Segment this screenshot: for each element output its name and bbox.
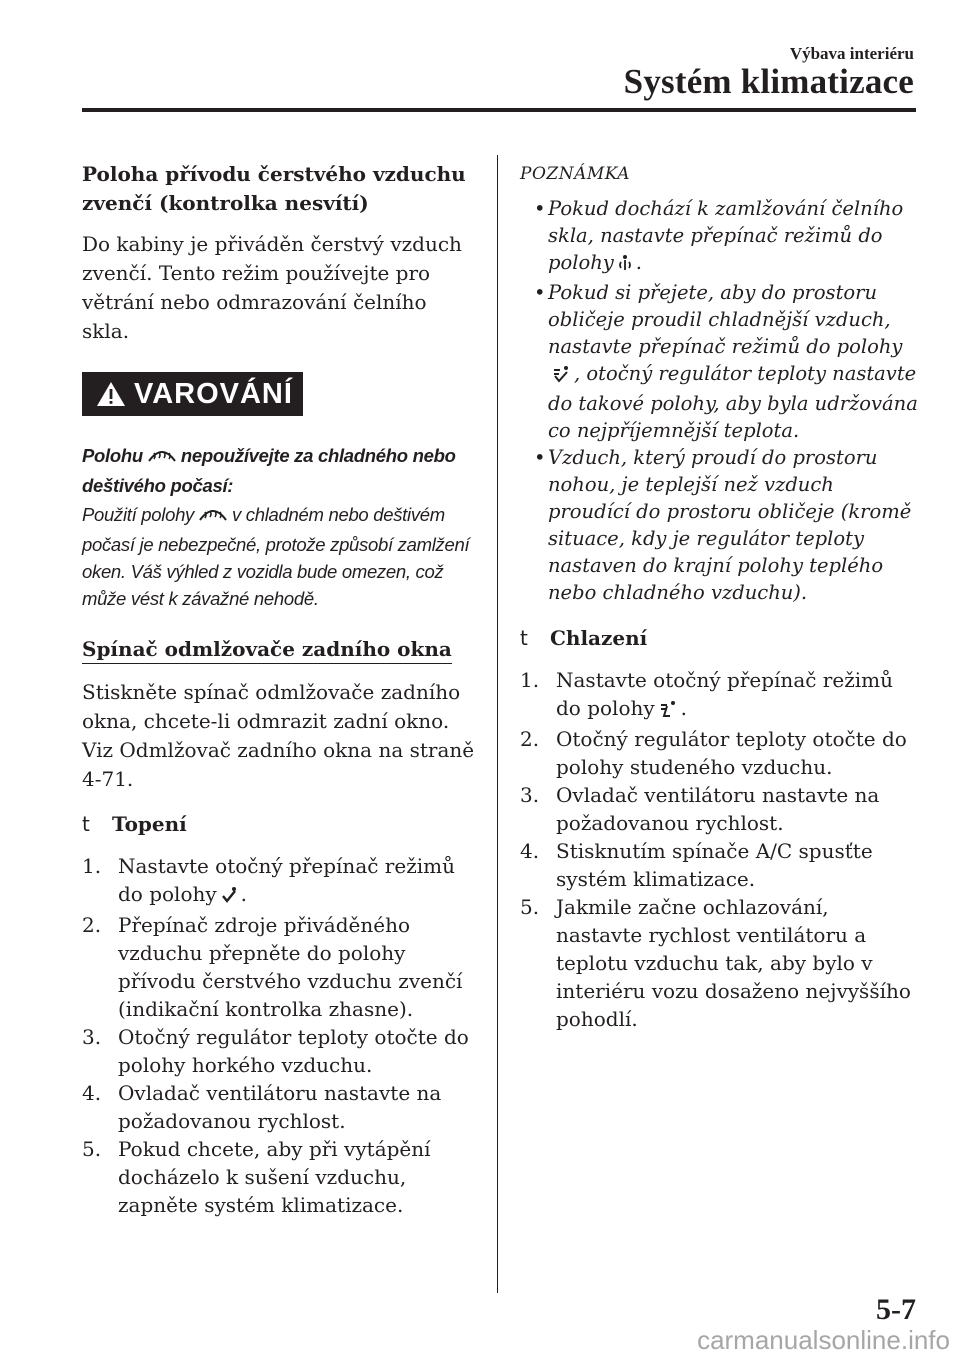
list-item xyxy=(82,1023,477,1079)
face-foot-mode-icon xyxy=(551,363,571,390)
step-number: 3. xyxy=(520,783,540,807)
foot-mode-icon xyxy=(220,883,238,911)
warning-text-a: Použití polohy xyxy=(82,504,195,525)
list-item xyxy=(520,781,920,837)
page-number: 5-7 xyxy=(876,1293,916,1326)
step-text: Jakmile začne ochlazování, nastavte rychlost ventilátoru a teplotu vzduchu tak, aby bylo v interiéru vozu dosaženo nejvyššího pohodlí. xyxy=(556,895,911,1031)
section-marker: t xyxy=(82,812,90,836)
section-marker: t xyxy=(520,626,528,650)
cooling-heading xyxy=(520,624,920,652)
fresh-air-heading xyxy=(82,160,477,218)
note-text: Vzduch, který proudí do prostoru nohou, je teplejší než vzduch proudící do prostoru obličeje (kromě situace, kdy je regulátor teploty nastaven do krajní polohy teplého nebo chladného vzduchu). xyxy=(548,446,912,604)
note-text-end: , otočný regulátor teploty nastavte do takové polohy, aby byla udržována co nejpříjemnější teplota. xyxy=(548,362,918,442)
bullet: • xyxy=(534,281,546,304)
list-item xyxy=(82,1135,477,1219)
list-item xyxy=(82,911,477,1023)
warning-text-b: v chladném nebo deštivém počasí je nebezpečné, protože způsobí zamlžení oken. Váš výhled z vozidla bude omezen, což může vést k závažné nehodě. xyxy=(82,504,470,609)
step-number: 5. xyxy=(82,1137,102,1161)
column-divider xyxy=(497,155,498,1293)
cooling-steps xyxy=(520,666,920,1033)
step-number: 3. xyxy=(82,1025,102,1049)
step-number: 4. xyxy=(82,1081,102,1105)
list-item xyxy=(82,1079,477,1135)
list-item xyxy=(82,852,477,911)
step-number: 1. xyxy=(520,668,540,692)
list-item xyxy=(520,444,920,606)
warning-body xyxy=(82,442,477,612)
list-item xyxy=(520,893,920,1033)
rear-defroster-text: Stiskněte spínač odmlžovače zadního okna, chcete-li odmrazit zadní okno. xyxy=(82,680,461,733)
face-mode-icon xyxy=(617,252,633,279)
list-item xyxy=(520,725,920,781)
step-text: Otočný regulátor teploty otočte do polohy studeného vzduchu. xyxy=(556,727,907,779)
note-text: Pokud si přejete, aby do prostoru obličeje proudil chladnější vzduch, nastavte přepínač režimů do polohy xyxy=(548,281,903,358)
warning-heading xyxy=(82,442,477,499)
list-item xyxy=(520,279,920,444)
step-text: Přepínač zdroje přiváděného vzduchu přepněte do polohy přívodu čerstvého vzduchu zvenčí (indikační kontrolka zhasne). xyxy=(118,913,463,1021)
fresh-air-heading-line2: zvenčí (kontrolka nesvítí) xyxy=(82,191,369,215)
step-text: Otočný regulátor teploty otočte do polohy horkého vzduchu. xyxy=(118,1025,469,1077)
step-number: 5. xyxy=(520,895,540,919)
step-text-end: . xyxy=(240,882,248,906)
step-text: Pokud chcete, aby při vytápění docházelo k sušení vzduchu, zapněte systém klimatizace. xyxy=(118,1137,431,1217)
list-item xyxy=(520,837,920,893)
bullet: • xyxy=(534,197,546,220)
right-column xyxy=(520,160,920,1033)
step-number: 4. xyxy=(520,839,540,863)
bullet: • xyxy=(534,446,546,469)
fresh-air-text: Do kabiny je přiváděn čerstvý vzduch zvenčí. Tento režim používejte pro větrání nebo odmrazování čelního skla. xyxy=(82,232,462,343)
step-text: Ovladač ventilátoru nastavte na požadovanou rychlost. xyxy=(556,783,880,835)
page-title: Systém klimatizace xyxy=(623,62,914,101)
heating-steps xyxy=(82,852,477,1219)
note-text: Pokud dochází k zamlžování čelního skla, nastavte přepínač režimů do polohy xyxy=(548,197,904,274)
rear-defroster-heading: Spínač odmlžovače zadního okna xyxy=(82,636,452,664)
warning-label: VAROVÁNÍ xyxy=(134,377,293,410)
windshield-defrost-icon xyxy=(146,445,178,472)
heating-heading xyxy=(82,810,477,838)
note-title: POZNÁMKA xyxy=(520,164,631,184)
note-text-end: . xyxy=(635,251,642,274)
warning-text xyxy=(82,501,477,612)
step-number: 2. xyxy=(82,913,102,937)
list-item xyxy=(520,195,920,279)
header-rule xyxy=(82,108,916,112)
step-text: Nastavte otočný přepínač režimů do polohy xyxy=(556,668,893,720)
warning-badge xyxy=(82,372,303,416)
warning-heading-b: nepoužívejte za chladného nebo deštivého počasí: xyxy=(82,445,456,496)
watermark: carmanualsonline.info xyxy=(697,1325,950,1355)
left-column xyxy=(82,160,477,1219)
step-text-end: . xyxy=(680,696,688,720)
step-text: Ovladač ventilátoru nastavte na požadovanou rychlost. xyxy=(118,1081,442,1133)
windshield-defrost-icon xyxy=(197,504,229,531)
face-mode-icon xyxy=(658,697,678,725)
step-number: 2. xyxy=(520,727,540,751)
section-name: Výbava interiéru xyxy=(789,44,914,63)
step-text: Nastavte otočný přepínač režimů do polohy xyxy=(118,854,455,906)
list-item xyxy=(520,666,920,725)
warning-heading-a: Polohu xyxy=(82,445,143,466)
step-text: Stisknutím spínače A/C spusťte systém klimatizace. xyxy=(556,839,873,891)
fresh-air-heading-line1: Poloha přívodu čerstvého vzduchu xyxy=(82,162,466,186)
step-number: 1. xyxy=(82,854,102,878)
warning-triangle-icon xyxy=(96,380,126,408)
note-list xyxy=(520,195,920,606)
heating-heading-text: Topení xyxy=(112,812,187,836)
rear-defroster-ref: Viz Odmlžovač zadního okna na straně 4-71. xyxy=(82,738,475,791)
cooling-heading-text: Chlazení xyxy=(550,626,648,650)
